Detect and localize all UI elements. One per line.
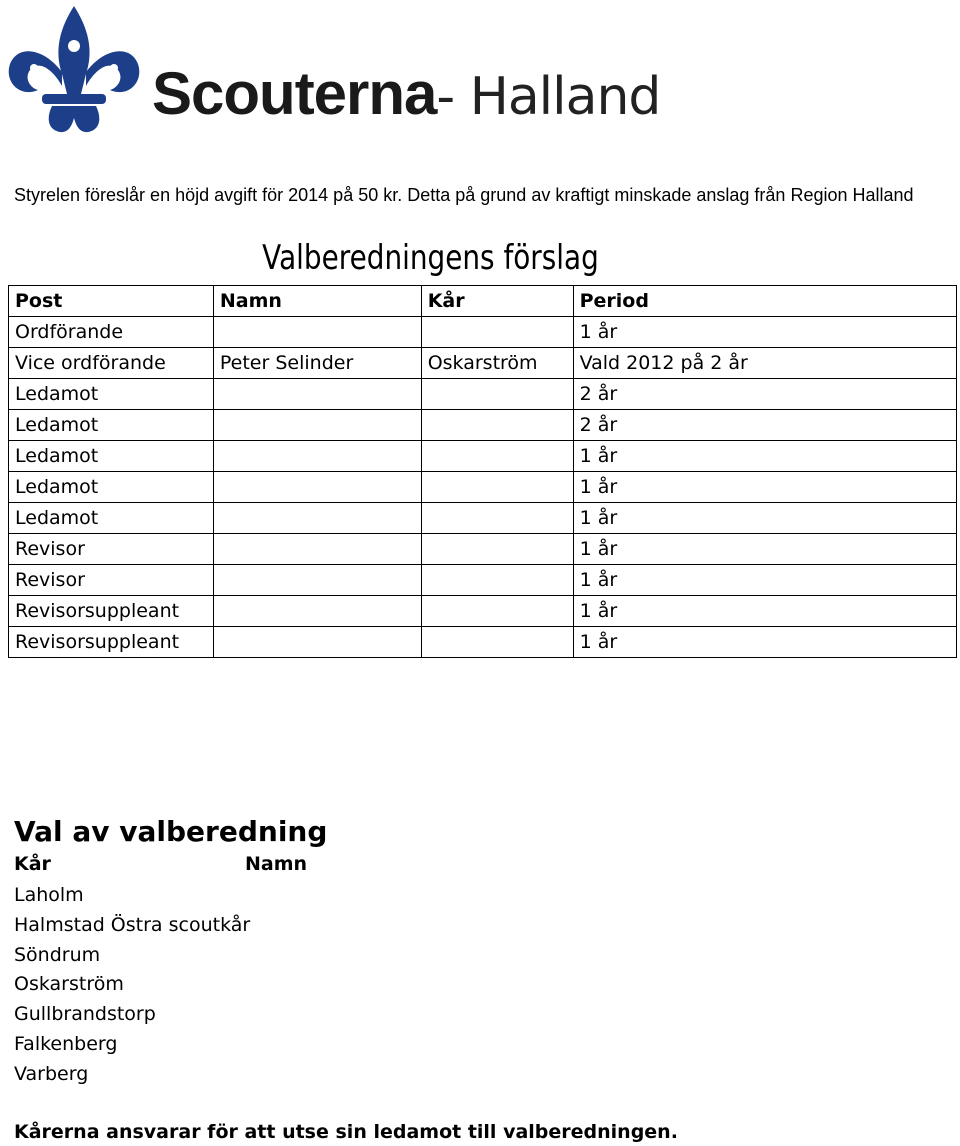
- cell-post: Ordförande: [9, 317, 214, 348]
- board-proposal-table: [8, 285, 957, 658]
- cell-period: 1 år: [573, 565, 956, 596]
- header-namn: Namn: [213, 286, 421, 317]
- cell-kar: [421, 503, 573, 534]
- cell-namn: [213, 441, 421, 472]
- cell-kar: [421, 627, 573, 658]
- table-row: [9, 596, 957, 627]
- cell-namn: [213, 410, 421, 441]
- list-item: Söndrum: [14, 943, 101, 966]
- cell-namn: [213, 317, 421, 348]
- table-row: [9, 317, 957, 348]
- logo-brand: Scouterna: [152, 60, 437, 127]
- selection-header: [14, 853, 414, 881]
- cell-namn: [213, 379, 421, 410]
- header-period: Period: [573, 286, 956, 317]
- selection-list: [14, 881, 250, 1090]
- cell-kar: [421, 565, 573, 596]
- table-row: [9, 503, 957, 534]
- cell-post: Revisor: [9, 565, 214, 596]
- table-row: [9, 441, 957, 472]
- cell-post: Ledamot: [9, 472, 214, 503]
- table-row: [9, 472, 957, 503]
- cell-post: Ledamot: [9, 503, 214, 534]
- cell-namn: [213, 472, 421, 503]
- selection-header-kar: Kår: [14, 853, 51, 875]
- cell-namn: [213, 627, 421, 658]
- cell-period: 1 år: [573, 503, 956, 534]
- table-row: [9, 348, 957, 379]
- list-item: Laholm: [14, 884, 84, 906]
- footer-note: Kårerna ansvarar för att utse sin ledamot till valberedningen.: [14, 1121, 678, 1143]
- cell-kar: [421, 472, 573, 503]
- cell-period: 2 år: [573, 379, 956, 410]
- cell-namn: [213, 503, 421, 534]
- list-item: Falkenberg: [14, 1032, 118, 1055]
- table-row: [9, 410, 957, 441]
- cell-period: 1 år: [573, 317, 956, 348]
- board-table-title: Valberedningens förslag: [262, 238, 599, 278]
- selection-header-namn: Namn: [245, 853, 308, 875]
- table-row: [9, 565, 957, 596]
- cell-kar: [421, 596, 573, 627]
- cell-post: Revisorsuppleant: [9, 627, 214, 658]
- cell-kar: [421, 379, 573, 410]
- cell-kar: [421, 317, 573, 348]
- scouterna-halland-logo: [4, 2, 661, 136]
- cell-period: 1 år: [573, 627, 956, 658]
- list-item: Oskarström: [14, 973, 124, 996]
- selection-title: Val av valberedning: [14, 815, 328, 848]
- list-item: Halmstad Östra scoutkår: [14, 913, 251, 936]
- cell-post: Vice ordförande: [9, 348, 214, 379]
- logo-wordmark: [152, 60, 661, 127]
- cell-namn: [213, 565, 421, 596]
- table-row: [9, 627, 957, 658]
- cell-post: Ledamot: [9, 410, 214, 441]
- cell-period: 1 år: [573, 441, 956, 472]
- header-kar: Kår: [421, 286, 573, 317]
- intro-paragraph: Styrelen föreslår en höjd avgift för 2014 på 50 kr. Detta på grund av kraftigt minskade anslag från Region Halland: [14, 185, 914, 205]
- cell-period: Vald 2012 på 2 år: [573, 348, 956, 379]
- header-post: Post: [9, 286, 214, 317]
- cell-namn: Peter Selinder: [213, 348, 421, 379]
- table-row: [9, 379, 957, 410]
- cell-post: Revisor: [9, 534, 214, 565]
- list-item: Varberg: [14, 1062, 89, 1085]
- table-header-row: [9, 286, 957, 317]
- logo-region: - Halland: [436, 67, 661, 127]
- list-item: Gullbrandstorp: [14, 1003, 156, 1026]
- cell-post: Ledamot: [9, 379, 214, 410]
- cell-kar: [421, 534, 573, 565]
- cell-kar: Oskarström: [421, 348, 573, 379]
- cell-period: 1 år: [573, 472, 956, 503]
- cell-kar: [421, 410, 573, 441]
- cell-period: 1 år: [573, 596, 956, 627]
- table-row: [9, 534, 957, 565]
- cell-period: 1 år: [573, 534, 956, 565]
- cell-namn: [213, 534, 421, 565]
- cell-post: Revisorsuppleant: [9, 596, 214, 627]
- cell-period: 2 år: [573, 410, 956, 441]
- cell-kar: [421, 441, 573, 472]
- fleur-de-lis-icon: [4, 2, 144, 136]
- cell-post: Ledamot: [9, 441, 214, 472]
- cell-namn: [213, 596, 421, 627]
